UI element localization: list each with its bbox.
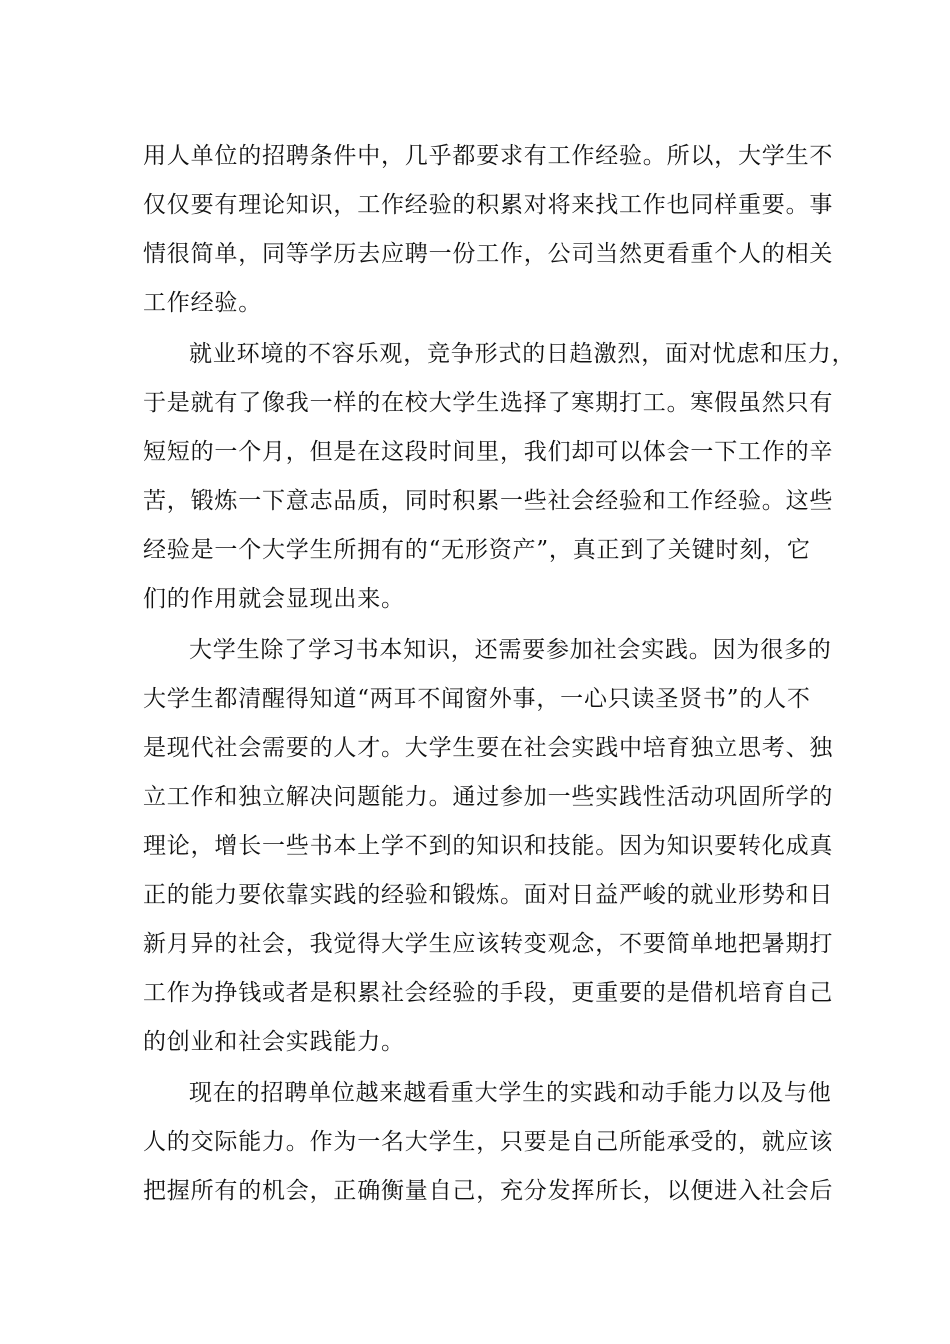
text-line: 经验是一个大学生所拥有的“无形资产”，真正到了关键时刻，它	[143, 537, 811, 563]
text-line: 就业环境的不容乐观，竞争形式的日趋激烈，面对忧虑和压力，	[189, 341, 856, 367]
text-line: 们的作用就会显现出来。	[143, 586, 405, 612]
text-line: 于是就有了像我一样的在校大学生选择了寒期打工。寒假虽然只有	[143, 390, 834, 416]
text-line: 苦，锻炼一下意志品质，同时积累一些社会经验和工作经验。这些	[143, 488, 834, 514]
text-line: 人的交际能力。作为一名大学生，只要是自己所能承受的，就应该	[143, 1129, 834, 1155]
paragraph-1	[143, 132, 834, 328]
text-line: 大学生都清醒得知道“两耳不闻窗外事，一心只读圣贤书”的人不	[143, 686, 811, 712]
text-line: 把握所有的机会，正确衡量自己，充分发挥所长，以便进入社会后	[143, 1178, 834, 1204]
text-line: 用人单位的招聘条件中，几乎都要求有工作经验。所以，大学生不	[143, 143, 834, 169]
text-line: 立工作和独立解决问题能力。通过参加一些实践性活动巩固所学的	[143, 784, 834, 810]
text-line: 正的能力要依靠实践的经验和锻炼。面对日益严峻的就业形势和日	[143, 882, 834, 908]
text-line: 工作经验。	[143, 290, 262, 316]
text-line: 短短的一个月，但是在这段时间里，我们却可以体会一下工作的辛	[143, 439, 834, 465]
text-line: 情很简单，同等学历去应聘一份工作，公司当然更看重个人的相关	[143, 241, 834, 267]
text-line: 的创业和社会实践能力。	[143, 1029, 405, 1055]
text-line: 现在的招聘单位越来越看重大学生的实践和动手能力以及与他	[189, 1080, 832, 1106]
text-line: 工作为挣钱或者是积累社会经验的手段，更重要的是借机培育自己	[143, 980, 834, 1006]
paragraph-4	[143, 1069, 834, 1216]
text-line: 理论，增长一些书本上学不到的知识和技能。因为知识要转化成真	[143, 833, 834, 859]
text-line: 新月异的社会，我觉得大学生应该转变观念，不要简单地把暑期打	[143, 931, 834, 957]
document-body	[143, 132, 856, 1216]
paragraph-2	[143, 330, 856, 624]
paragraph-3	[143, 626, 834, 1067]
text-line: 大学生除了学习书本知识，还需要参加社会实践。因为很多的	[189, 637, 832, 663]
text-line: 是现代社会需要的人才。大学生要在社会实践中培育独立思考、独	[143, 735, 834, 761]
text-line: 仅仅要有理论知识，工作经验的积累对将来找工作也同样重要。事	[143, 192, 834, 218]
